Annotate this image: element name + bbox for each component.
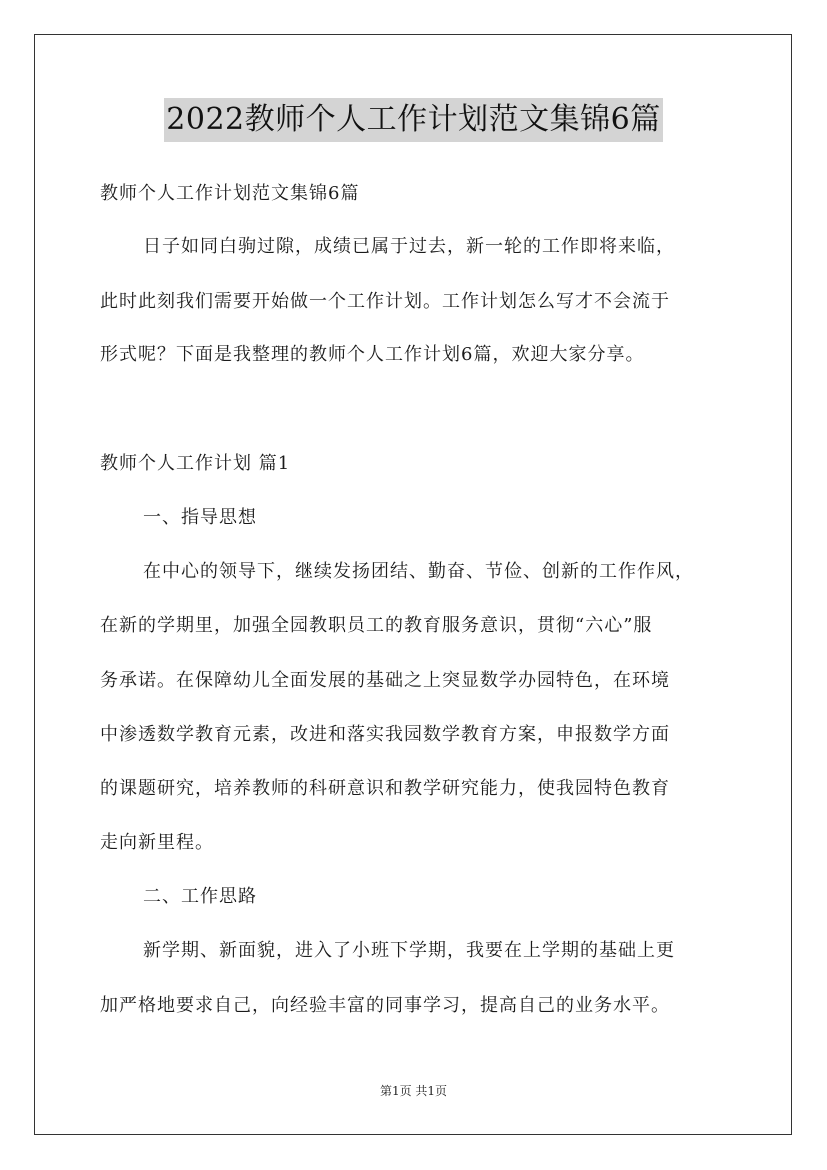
- document-subtitle: 教师个人工作计划范文集锦6篇: [100, 183, 360, 204]
- document-title: 2022教师个人工作计划范文集锦6篇: [164, 98, 662, 142]
- part-heading: 一、指导思想: [143, 507, 257, 528]
- part-heading: 二、工作思路: [143, 886, 257, 907]
- paragraph-line: 中渗透数学教育元素，改进和落实我园数学教育方案，申报数学方面: [100, 724, 670, 745]
- paragraph-line: 在中心的领导下，继续发扬团结、勤奋、节俭、创新的工作作风，: [143, 561, 694, 582]
- paragraph-line: 务承诺。在保障幼儿全面发展的基础之上突显数学办园特色，在环境: [100, 670, 670, 691]
- paragraph-line: 走向新里程。: [100, 832, 214, 853]
- paragraph-line: 的课题研究，培养教师的科研意识和教学研究能力，使我园特色教育: [100, 778, 670, 799]
- section-heading: 教师个人工作计划 篇1: [100, 453, 291, 474]
- paragraph-line: 加严格地要求自己，向经验丰富的同事学习，提高自己的业务水平。: [100, 995, 670, 1016]
- paragraph-line: 在新的学期里，加强全园教职员工的教育服务意识，贯彻“六心”服: [100, 615, 653, 636]
- page-number-footer: 第1页 共1页: [379, 1084, 448, 1098]
- title-container: [0, 98, 827, 142]
- intro-line: 形式呢？下面是我整理的教师个人工作计划6篇，欢迎大家分享。: [100, 344, 645, 365]
- intro-line: 日子如同白驹过隙，成绩已属于过去，新一轮的工作即将来临，: [143, 236, 675, 257]
- paragraph-line: 新学期、新面貌，进入了小班下学期，我要在上学期的基础上更: [143, 940, 675, 961]
- intro-line: 此时此刻我们需要开始做一个工作计划。工作计划怎么写才不会流于: [100, 291, 670, 312]
